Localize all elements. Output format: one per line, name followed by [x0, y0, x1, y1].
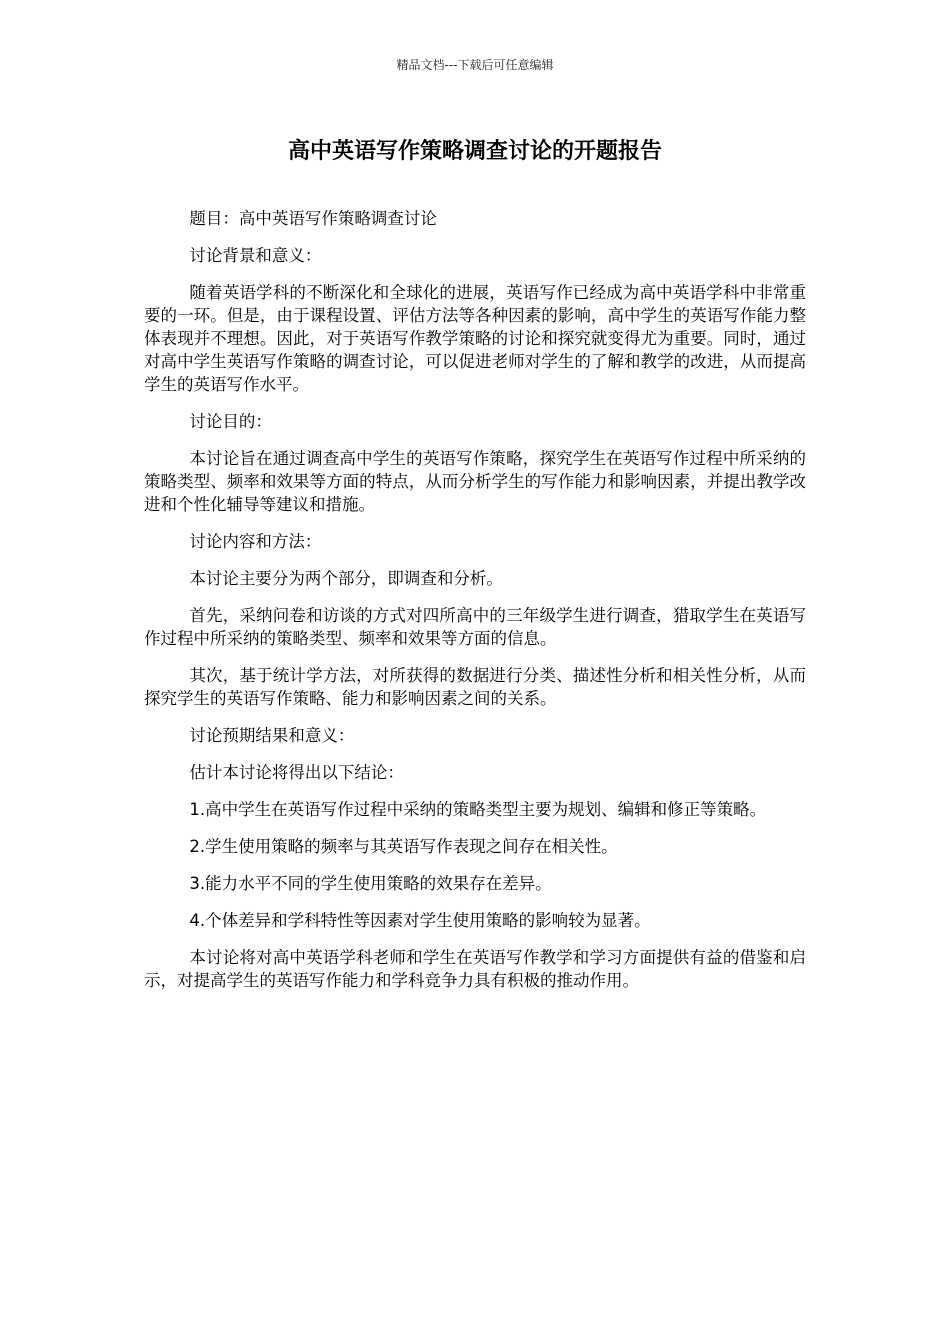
- result-item-2: 2.学生使用策略的频率与其英语写作表现之间存在相关性。: [189, 837, 618, 856]
- paragraph-purpose: 本讨论旨在通过调查高中学生的英语写作策略，探究学生在英语写作过程中所采纳的策略类型、频率和效果等方面的特点，从而分析学生的写作能力和影响因素，并提出教学改进和个性化辅导等建议和措施。: [144, 449, 806, 514]
- topic-line: 题目：高中英语写作策略调查讨论: [189, 209, 437, 228]
- section-heading-methods: 讨论内容和方法：: [189, 532, 322, 551]
- paragraph-background: 随着英语学科的不断深化和全球化的进展，英语写作已经成为高中英语学科中非常重要的一环。但是，由于课程设置、评估方法等各种因素的影响，高中学生的英语写作能力整体表现并不理想。因此，对于英语写作教学策略的讨论和探究就变得尤为重要。同时，通过对高中学生英语写作策略的调查讨论，可以促进老师对学生的了解和教学的改进，从而提高学生的英语写作水平。: [144, 283, 806, 394]
- paragraph-methods-survey: 首先，采纳问卷和访谈的方式对四所高中的三年级学生进行调查，猎取学生在英语写作过程中所采纳的策略类型、频率和效果等方面的信息。: [144, 606, 806, 648]
- paragraph-results-intro: 估计本讨论将得出以下结论：: [189, 763, 404, 782]
- section-heading-purpose: 讨论目的：: [189, 412, 272, 431]
- paragraph-methods-analysis: 其次，基于统计学方法，对所获得的数据进行分类、描述性分析和相关性分析，从而探究学生的英语写作策略、能力和影响因素之间的关系。: [144, 666, 806, 708]
- paragraph-conclusion: 本讨论将对高中英语学科老师和学生在英语写作教学和学习方面提供有益的借鉴和启示，对提高学生的英语写作能力和学科竞争力具有积极的推动作用。: [144, 948, 806, 990]
- result-item-1: 1.高中学生在英语写作过程中采纳的策略类型主要为规划、编辑和修正等策略。: [189, 800, 767, 819]
- result-item-4: 4.个体差异和学科特性等因素对学生使用策略的影响较为显著。: [189, 911, 651, 930]
- section-heading-background: 讨论背景和意义：: [189, 246, 322, 265]
- result-item-3: 3.能力水平不同的学生使用策略的效果存在差异。: [189, 874, 552, 893]
- paragraph-methods-intro: 本讨论主要分为两个部分，即调查和分析。: [189, 569, 503, 588]
- section-heading-results: 讨论预期结果和意义：: [189, 726, 355, 745]
- document-body: [144, 207, 806, 1006]
- document-title: 高中英语写作策略调查讨论的开题报告: [287, 139, 662, 164]
- header-note: 精品文档---下载后可任意编辑: [396, 58, 554, 72]
